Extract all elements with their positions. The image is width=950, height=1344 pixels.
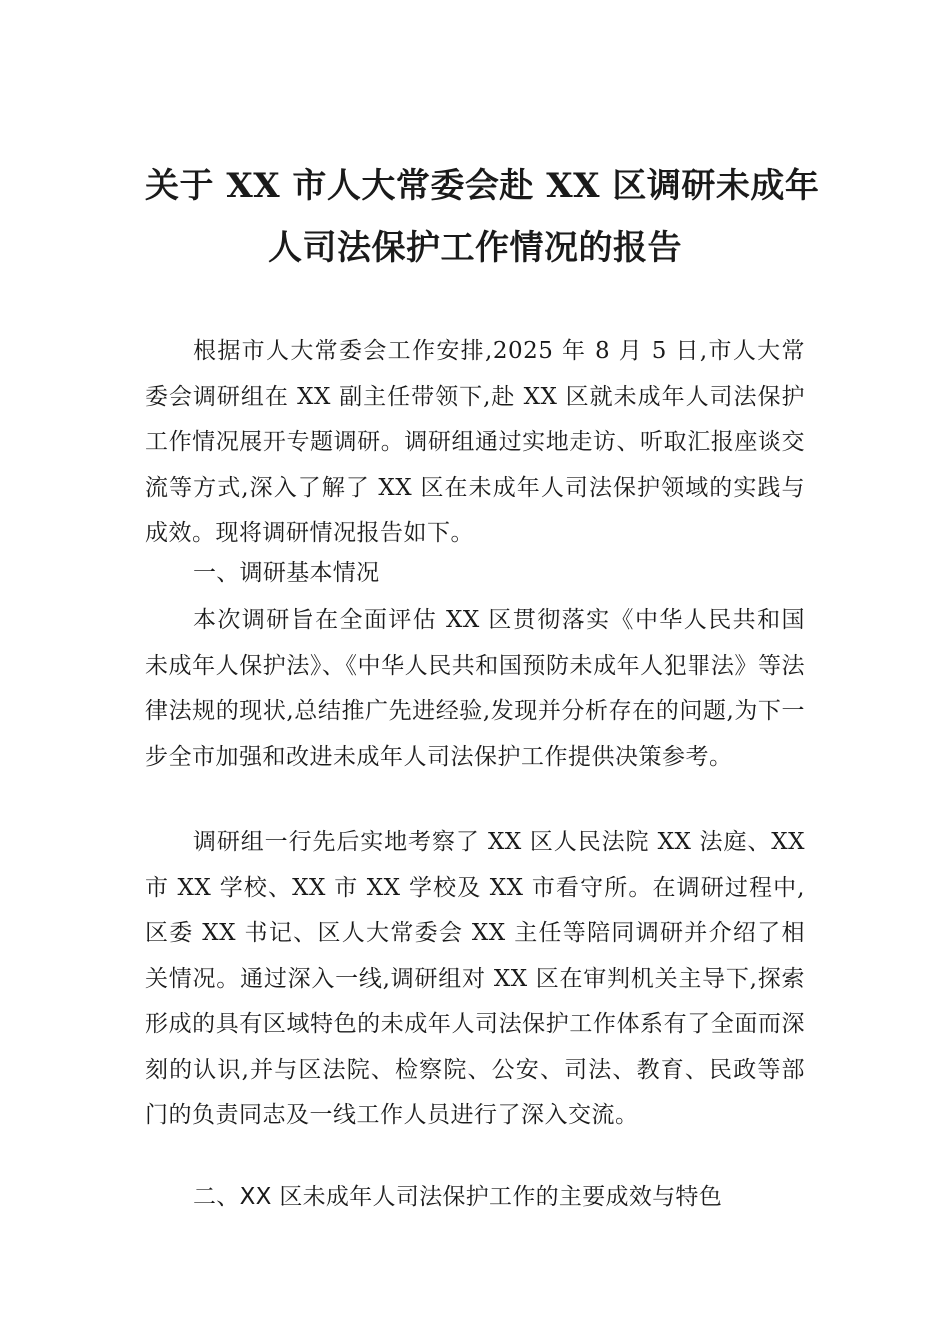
intro-paragraph: 根据市人大常委会工作安排,2025 年 8 月 5 日,市人大常委会调研组在 XX 副主任带领下,赴 XX 区就未成年人司法保护工作情况展开专题调研。调研组通过实地走访、听取汇报座谈交流等方式,深入了解了 XX 区在未成年人司法保护领域的实践与成效。现将调研情况报告如下。 (145, 338, 805, 546)
body-paragraph-1: 本次调研旨在全面评估 XX 区贯彻落实《中华人民共和国未成年人保护法》、《中华人民共和国预防未成年人犯罪法》等法律法规的现状,总结推广先进经验,发现并分析存在的问题,为下一步全市加强和改进未成年人司法保护工作提供决策参考。 (145, 607, 805, 770)
document-title-line-2: 人司法保护工作情况的报告 (268, 228, 682, 268)
body-paragraph-2: 调研组一行先后实地考察了 XX 区人民法院 XX 法庭、XX 市 XX 学校、XX 市 XX 学校及 XX 市看守所。在调研过程中,区委 XX 书记、区人大常委会 XX 主任等陪同调研并介绍了相关情况。通过深入一线,调研组对 XX 区在审判机关主导下,探索形成的具有区域特色的未成年人司法保护工作体系有了全面而深刻的认识,并与区法院、检察院、公安、司法、教育、民政等部门的负责同志及一线工作人员进行了深入交流。 (145, 829, 805, 1128)
section-heading-1: 一、调研基本情况 (193, 560, 380, 586)
section-heading-2: 二、XX 区未成年人司法保护工作的主要成效与特色 (193, 1184, 723, 1210)
document-title-line-1: 关于 XX 市人大常委会赴 XX 区调研未成年 (145, 166, 820, 206)
